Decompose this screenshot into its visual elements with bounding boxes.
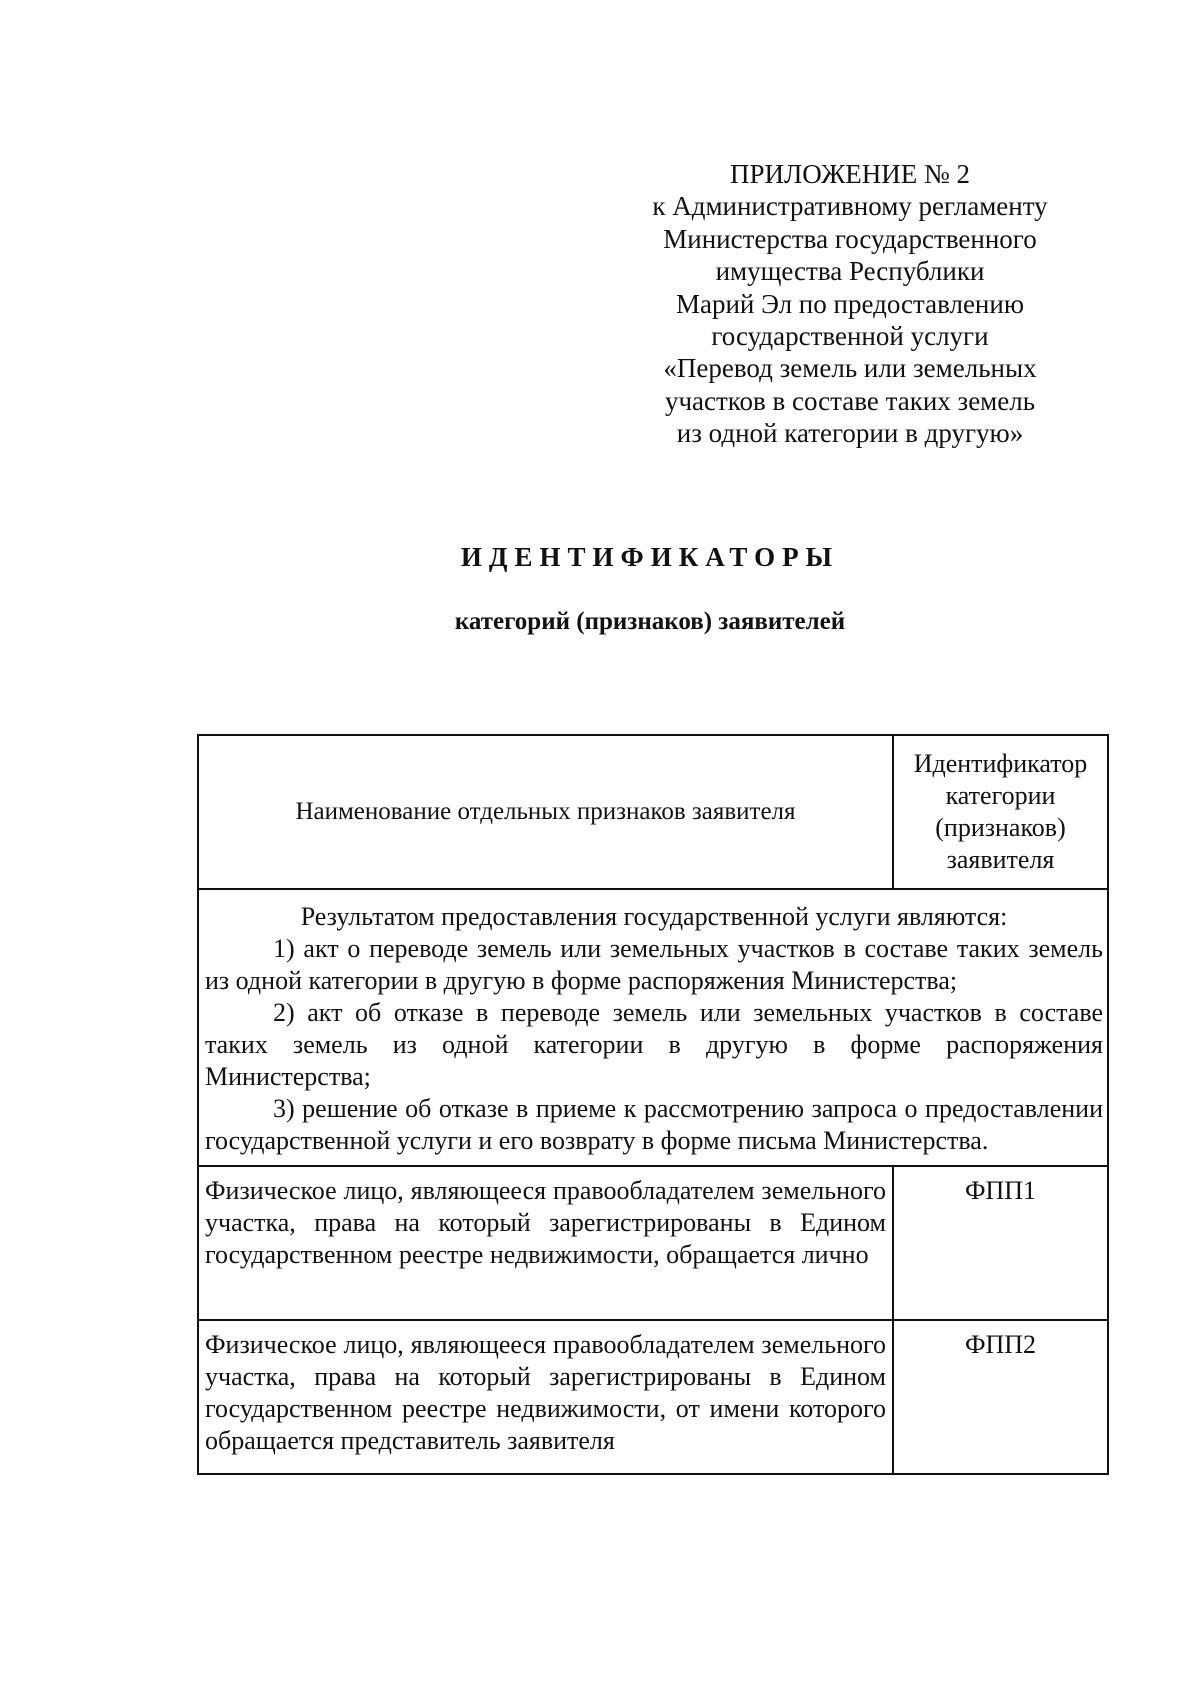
appendix-line: ПРИЛОЖЕНИЕ № 2 bbox=[729, 159, 971, 189]
table-row bbox=[198, 1166, 1108, 1320]
header-id-line: категории bbox=[945, 781, 1056, 810]
row-name-text: Физическое лицо, являющееся правообладателем земельного участка, права на который зарегистрированы в Едином государственном реестре недвижимости, обращается лично bbox=[205, 1176, 886, 1269]
identifiers-table bbox=[197, 734, 1109, 1475]
result-item: 1) акт о переводе земель или земельных участков в составе таких земель из одной категории в другую в форме распоряжения Министерства; bbox=[205, 934, 1103, 995]
header-name-cell: Наименование отдельных признаков заявителя bbox=[198, 735, 893, 889]
table-row bbox=[198, 1320, 1108, 1474]
row-name-cell bbox=[198, 1320, 893, 1474]
appendix-line: к Административному регламенту bbox=[652, 191, 1048, 222]
appendix-block bbox=[630, 158, 1070, 450]
appendix-line: «Перевод земель или земельных bbox=[663, 353, 1037, 384]
row-id-cell: ФПП2 bbox=[893, 1320, 1108, 1474]
row-name-cell bbox=[198, 1166, 893, 1320]
appendix-line: участков в составе таких земель bbox=[664, 385, 1036, 416]
result-lead: Результатом предоставления государственной услуги являются: bbox=[300, 902, 1008, 931]
row-id-cell: ФПП1 bbox=[893, 1166, 1108, 1320]
document-title: ИДЕНТИФИКАТОРЫ bbox=[460, 542, 840, 572]
appendix-line: Марий Эл по предоставлению bbox=[675, 288, 1025, 319]
appendix-line: государственной услуги bbox=[711, 321, 989, 352]
row-name-text: Физическое лицо, являющееся правообладателем земельного участка, права на который зарегистрированы в Едином государственном реестре недвижимости, от имени которого обращается представитель заявителя bbox=[205, 1330, 886, 1455]
result-cell bbox=[198, 889, 1108, 1166]
header-id-line: заявителя bbox=[946, 845, 1055, 874]
appendix-line: из одной категории в другую» bbox=[676, 418, 1024, 449]
result-item: 3) решение об отказе в приеме к рассмотрению запроса о предоставлении государственной услуги и его возврату в форме письма Министерства. bbox=[205, 1094, 1103, 1155]
header-id-line: Идентификатор bbox=[913, 749, 1088, 778]
appendix-line: Министерства государственного bbox=[663, 223, 1037, 254]
document-subtitle: категорий (признаков) заявителей bbox=[454, 608, 846, 635]
appendix-line: имущества Республики bbox=[715, 256, 985, 287]
table-header-row bbox=[198, 735, 1108, 889]
result-item: 2) акт об отказе в переводе земель или земельных участков в составе таких земель из одной категории в другую в форме распоряжения Министерства; bbox=[205, 998, 1103, 1091]
header-id-line: (признаков) bbox=[935, 813, 1066, 842]
header-id-cell bbox=[893, 735, 1108, 889]
result-row bbox=[198, 889, 1108, 1166]
